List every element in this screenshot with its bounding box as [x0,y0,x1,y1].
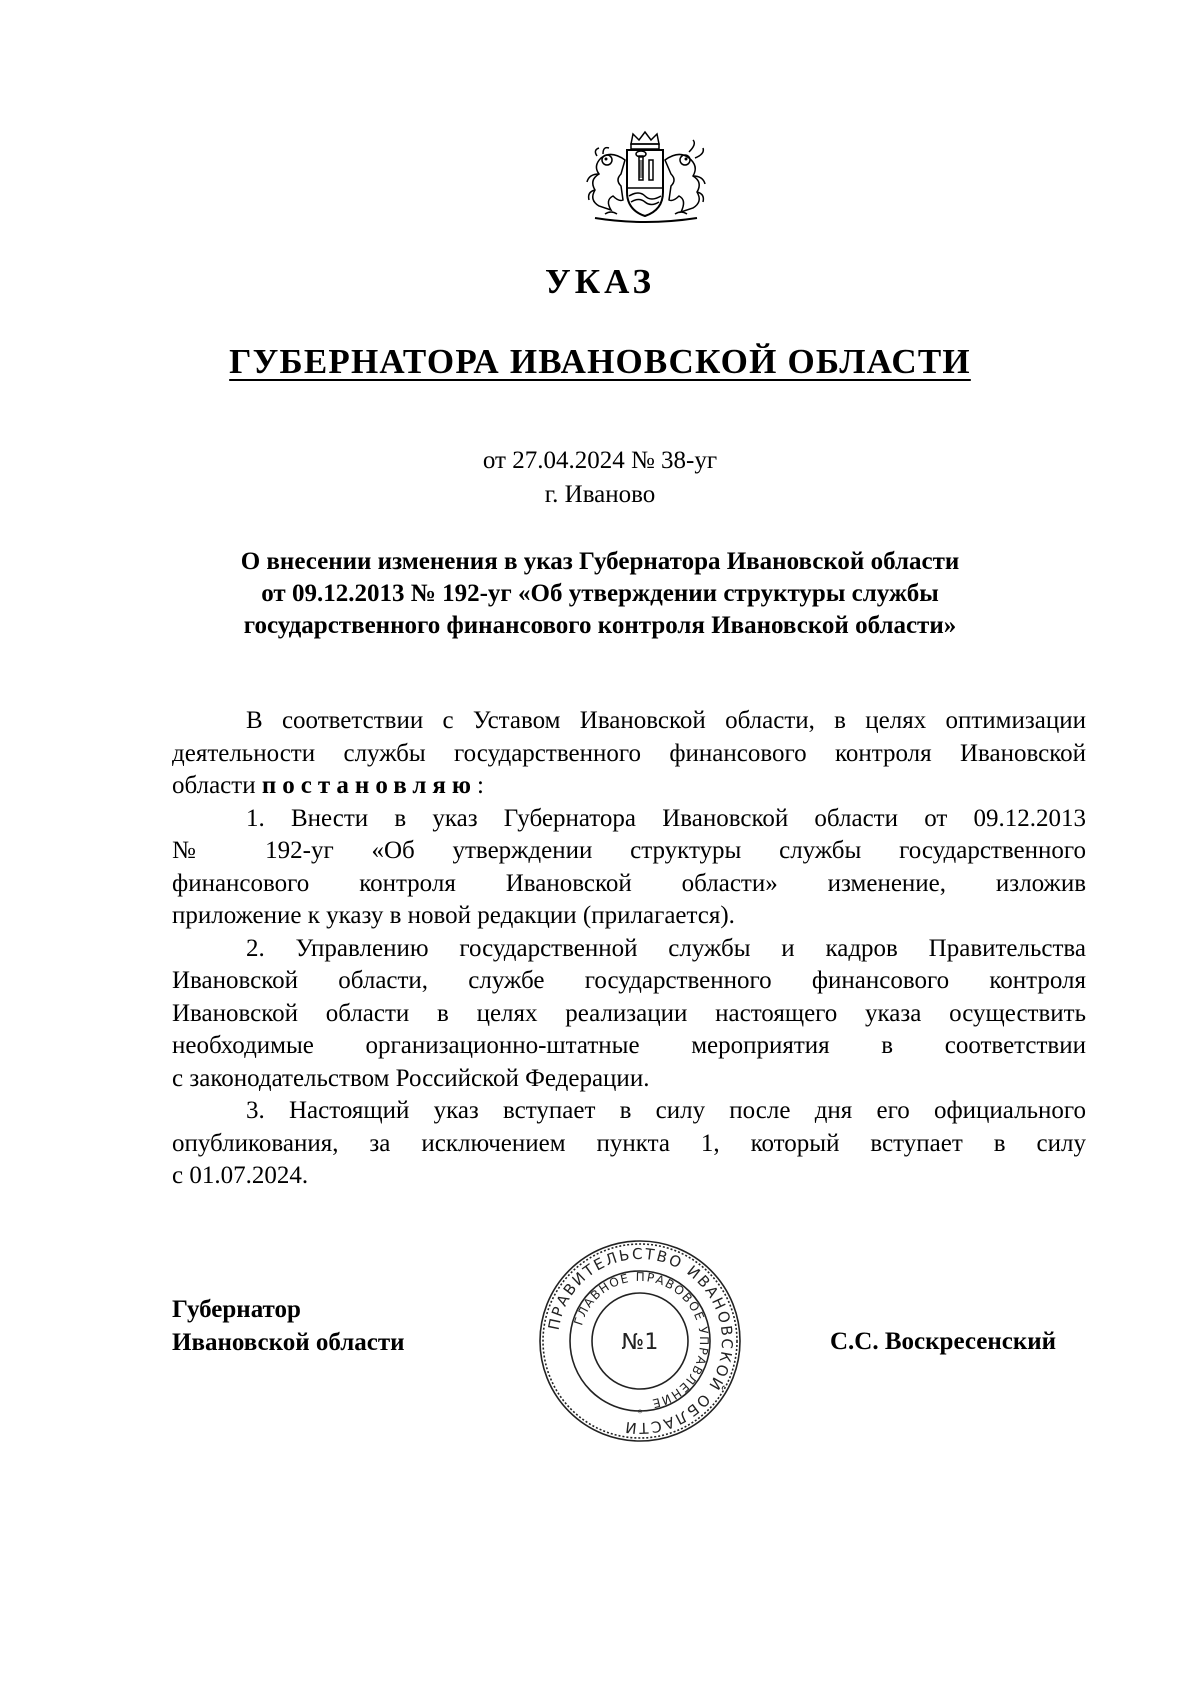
body-line: приложение к указу в новой редакции (прилагается). [172,902,735,929]
stamp-star-icon: * [637,1408,643,1419]
body-line: Ивановской области, службе государственного финансового контроля [172,967,1086,994]
body-line: с законодательством Российской Федерации. [172,1064,650,1092]
signer-position [172,1293,405,1359]
body-line: № 192-уг «Об утверждении структуры службы государственного [172,837,1086,864]
signer-position-line: Губернатор [172,1296,301,1323]
stamp-inner-text: ГЛАВНОЕ ПРАВОВОЕ УПРАВЛЕНИЕ [571,1269,712,1411]
body-line [172,770,1086,803]
body-line: деятельности службы государственного финансового контроля Ивановской [172,739,1086,767]
heading-line: от 09.12.2013 № 192-уг «Об утверждении структуры службы [261,580,939,607]
body-line: необходимые организационно-штатные мероприятия в соответствии [172,1032,1086,1059]
document-issuer [0,342,1200,382]
issuer-text: ГУБЕРНАТОРА ИВАНОВСКОЙ ОБЛАСТИ [229,342,971,381]
official-stamp-icon [535,1236,745,1446]
body-line: 1. Внести в указ Губернатора Ивановской области от 09.12.2013 [246,804,1086,832]
document-title: УКАЗ [545,262,655,301]
stamp-number: №1 [621,1330,659,1355]
signer-name: С.С. Воскресенский [830,1328,1057,1355]
body-line: 3. Настоящий указ вступает в силу после дня его официального [246,1097,1086,1124]
body-line: 2. Управлению государственной службы и кадров Правительства [246,934,1086,962]
intro-text: области [172,772,262,799]
body-line: В соответствии с Уставом Ивановской области, в целях оптимизации [246,707,1086,734]
intro-colon: : [477,772,484,799]
heading-line: О внесении изменения в указ Губернатора Ивановской области [240,548,960,575]
body-line: с 01.07.2024. [172,1162,309,1189]
item-3-paragraph [172,1095,1086,1193]
stamp-outer-text: ПРАВИТЕЛЬСТВО ИВАНОВСКОЙ ОБЛАСТИ [544,1244,737,1438]
resolution-word: постановляю [261,772,478,799]
coat-of-arms-icon [559,130,739,230]
document-body [172,705,1086,1193]
document-heading [160,546,1040,642]
heading-line: государственного финансового контроля Ивановской области» [243,612,957,639]
item-1-paragraph [172,803,1086,933]
item-2-paragraph [172,933,1086,1096]
body-line: Ивановской области в целях реализации настоящего указа осуществить [172,999,1086,1027]
body-line: финансового контроля Ивановской области» изменение, изложив [172,869,1086,897]
body-line: опубликования, за исключением пункта 1, который вступает в силу [172,1129,1086,1157]
document-date-number: от 27.04.2024 № 38-уг [482,447,718,474]
signer-position-line: Ивановской области [172,1329,405,1356]
intro-paragraph [172,705,1086,803]
document-city: г. Иваново [544,481,656,508]
